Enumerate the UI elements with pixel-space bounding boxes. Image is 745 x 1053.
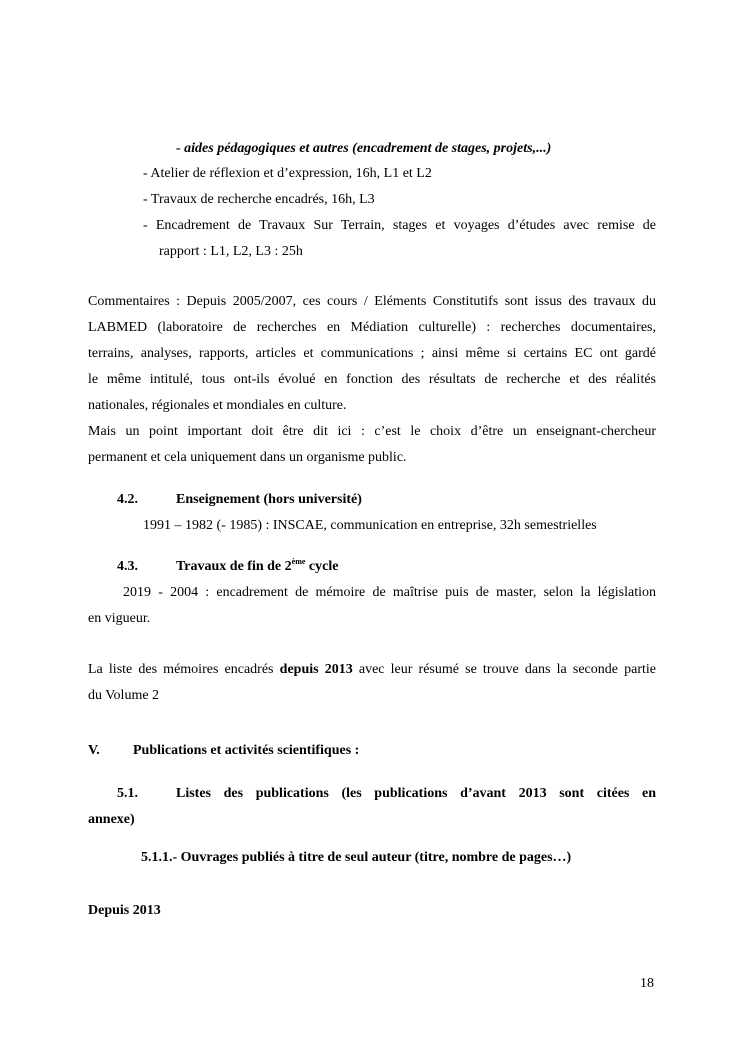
list-item: - Encadrement de Travaux Sur Terrain, stages et voyages d’études avec remise de (143, 218, 656, 233)
paragraph-line: le même intitulé, tous ont-ils évolué en fonction des résultats de recherche et des réalités (88, 372, 656, 387)
paragraph-line: terrains, analyses, rapports, articles et communications ; ainsi même si certains EC ont gardé (88, 346, 656, 361)
depuis-heading: Depuis 2013 (88, 903, 161, 918)
page-number: 18 (640, 976, 654, 991)
section-text: 2019 - 2004 : encadrement de mémoire de maîtrise puis de master, selon la législation (123, 585, 656, 600)
section-number: 5.1. (117, 786, 138, 801)
section-title-continuation: annexe) (88, 812, 135, 827)
section-title: Enseignement (hors université) (176, 492, 362, 507)
list-item: - Atelier de réflexion et d’expression, 16h, L1 et L2 (143, 166, 432, 181)
section-text: en vigueur. (88, 611, 151, 626)
section-title: Travaux de fin de 2ème cycle (176, 557, 339, 574)
section-text: 1991 – 1982 (- 1985) : INSCAE, communication en entreprise, 32h semestrielles (143, 518, 597, 533)
section-number: 4.3. (117, 559, 138, 574)
section-number: 4.2. (117, 492, 138, 507)
memoires-paragraph-line: du Volume 2 (88, 688, 160, 703)
section-title: Listes des publications (les publications d’avant 2013 sont citées en (176, 786, 656, 801)
paragraph-line: permanent et cela uniquement dans un organisme public. (88, 450, 407, 465)
list-item: - Travaux de recherche encadrés, 16h, L3 (143, 192, 375, 207)
subheading-aides-pedagogiques: - aides pédagogiques et autres (encadrement de stages, projets,...) (176, 141, 552, 156)
chapter-number: V. (88, 743, 100, 758)
paragraph-line: nationales, régionales et mondiales en culture. (88, 398, 347, 413)
paragraph-line: Commentaires : Depuis 2005/2007, ces cours / Eléments Constitutifs sont issus des travaux du (88, 294, 656, 309)
chapter-title: Publications et activités scientifiques : (133, 743, 360, 758)
paragraph-line: LABMED (laboratoire de recherches en Médiation culturelle) : recherches documentaires, (88, 320, 656, 335)
subsection-title: 5.1.1.- Ouvrages publiés à titre de seul auteur (titre, nombre de pages…) (141, 850, 572, 865)
paragraph-line: Mais un point important doit être dit ici : c’est le choix d’être un enseignant-chercheur (88, 424, 656, 439)
list-item-continuation: rapport : L1, L2, L3 : 25h (159, 244, 303, 259)
memoires-paragraph-line: La liste des mémoires encadrés depuis 2013 avec leur résumé se trouve dans la seconde partie (88, 662, 656, 677)
